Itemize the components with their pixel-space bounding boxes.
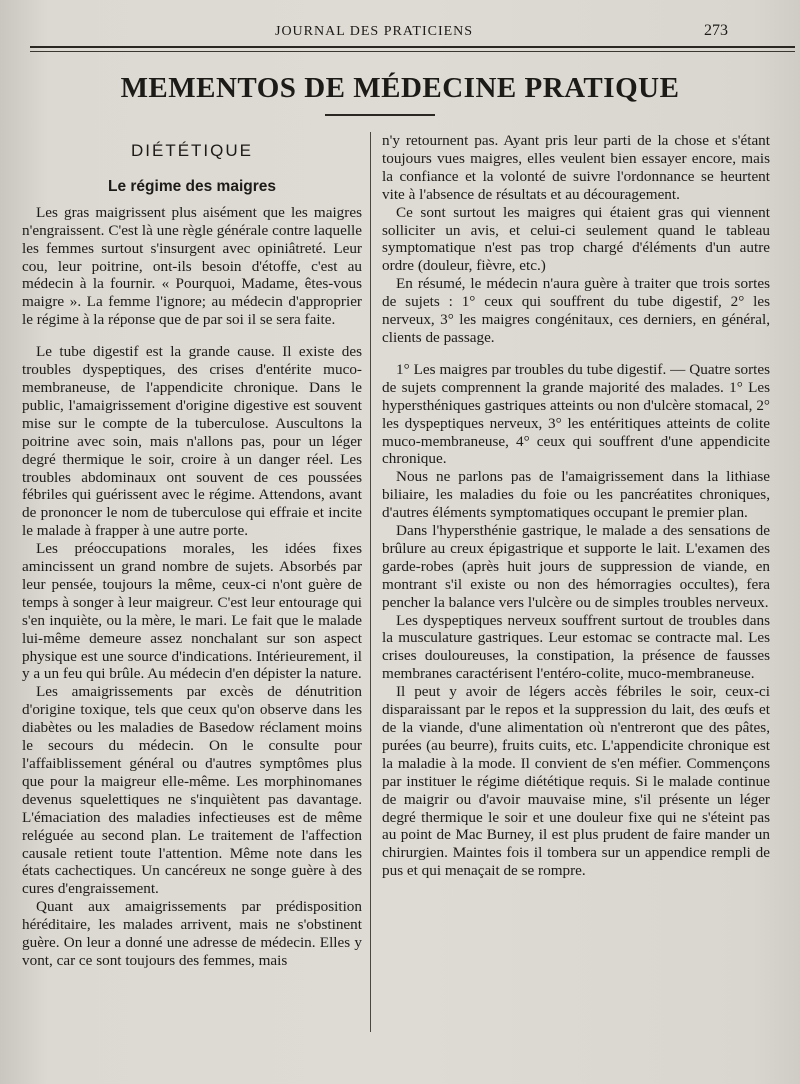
paragraph: 1° Les maigres par troubles du tube digestif. — Quatre sortes de sujets comprennent la grande majorité des malades. 1° Les hypersthéniques gastriques atteints ou non d'ulcère stomacal, 2° les dyspeptiques nerveux, 3° les entéritiques atteints de colite muco-membraneuse, 4° ceux qui souffrent d'une appendicite chronique. [382, 360, 770, 468]
header-rule-thin [30, 51, 795, 52]
paragraph: Dans l'hypersthénie gastrique, le malade a des sensations de brûlure au creux épigastrique et supporte le lait. L'examen des garde-robes (après huit jours de suppression de viande, en montrant s'il existe ou non des hémorragies occultes), fera pencher la balance vers l'ulcère ou de simples troubles nerveux. [382, 522, 770, 611]
right-column [382, 132, 770, 880]
paragraph: Ce sont surtout les maigres qui étaient gras qui viennent solliciter un avis, et celui-ci seulement quand le tableau symptomatique n'est pas trop chargé d'éléments d'un autre ordre (douleur, fièvre, etc.) [382, 203, 770, 275]
header-rule [30, 46, 795, 48]
paragraph: Les préoccupations morales, les idées fixes amincissent un grand nombre de sujets. Absorbés par leur pensée, toujours la même, ceux-ci n'ont guère de temps à songer à leur maigreur. C'est leur entourage qui s'en inquiète, ou la mère, le mari. Le fait que le malade lui-même demeure assez nonchalant sur son aspect physique est une source d'indications. Intérieurement, il y a un feu qui brûle. Au médecin d'en dépister la nature. [22, 540, 362, 683]
paragraph: Les gras maigrissent plus aisément que les maigres n'engraissent. C'est là une règle générale contre laquelle les femmes surtout s'insurgent avec opiniâtreté. Leur cou, leur poitrine, ont-ils besoin d'étoffe, c'est au médecin à la fournir. « Pourquoi, Madame, êtes-vous maigre ». La femme l'ignore; au médecin d'approprier le régime à la réponse que de par soi il se sera faite. [22, 203, 362, 329]
paragraph: En résumé, le médecin n'aura guère à traiter que trois sortes de sujets : 1° ceux qui souffrent du tube digestif, 2° les nerveux, 3° les maigres congénitaux, ces derniers, en général, clients de passage. [382, 275, 770, 346]
paragraph: n'y retournent pas. Ayant pris leur parti de la chose et s'étant toujours vues maigres, elles veulent bien essayer encore, mais la confiance et la volonté de suivre l'ordonnance se heurtent vite à l'absence de résultats et au découragement. [382, 132, 770, 203]
paragraph: Quant aux amaigrissements par prédisposition héréditaire, les malades arrivent, mais ne s'obstinent guère. On leur a donné une adresse de médecin. Elles y vont, car ce sont toujours des femmes, mais [22, 898, 362, 969]
paragraph: Nous ne parlons pas de l'amaigrissement dans la lithiase biliaire, les maladies du foie ou les pancréatites chroniques, d'autres éléments symptomatiques occupant le premier plan. [382, 468, 770, 522]
page-title: MEMENTOS DE MÉDECINE PRATIQUE [120, 72, 680, 104]
running-header [0, 20, 800, 46]
column-divider [370, 132, 371, 1032]
paragraph: Les amaigrissements par excès de dénutrition d'origine toxique, tels que ceux qu'on observe dans les diabètes ou les maladies de Basedow réclament moins le secours du médecin. On le consulte pour l'affaiblissement général ou d'autres symptômes plus que pour la maigreur elle-même. Les morphinomanes devenus squelettiques ne s'inquiètent pas davantage. L'émaciation des maladies infectieuses est de même reléguée au second plan. Le traitement de l'affection causale retient toute l'attention. Même note dans les états cachectiques. Un cancéreux ne songe guère à des cures d'engraissement. [22, 683, 362, 898]
left-column [22, 132, 362, 970]
paragraph: Il peut y avoir de légers accès fébriles le soir, ceux-ci disparaissant par le repos et la suppression du lait, des œufs et de la viande, d'une alimentation où n'entreront que des pâtes, purées (au beurre), fruits cuits, etc. L'appendicite chronique est la maladie à la mode. Il convient de s'en méfier. Commençons par instituer le régime diététique requis. Si le malade continue de maigrir ou d'avoir mauvaise mine, s'il présente un léger degré thermique le soir et une douleur fixe qui ne s'éteint pas au point de Mac Burney, il est plus prudent de faire mander un chirurgien. Maintes fois il tombera sur un appendice rempli de pus et qui menaçait de se rompre. [382, 683, 770, 880]
paragraph: Le tube digestif est la grande cause. Il existe des troubles dyspeptiques, des crises d'entérite muco-membraneuse, de l'appendicite chronique. Dans le public, l'amaigrissement d'origine digestive est souvent mise sur le compte de la tuberculose. Auscultons la poitrine avec soin, mais n'allons pas, pour un léger degré thermique le soir, croire à un danger réel. Les troubles abdominaux ont souvent de ces poussées fébriles qui guérissent avec le régime. Attendons, avant de prononcer le nom de tuberculose qui effraie et incite le malade à frapper à une autre porte. [22, 343, 362, 540]
section-heading: DIÉTÉTIQUE [130, 141, 253, 160]
subsection-heading: Le régime des maigres [108, 177, 276, 195]
page-number: 273 [704, 22, 728, 39]
paragraph: Les dyspeptiques nerveux souffrent surtout de troubles dans la musculature gastriques. Leur estomac se contracte mal. Les crises douloureuses, la constipation, la présence de fausses membranes caractérisent l'entéro-colite, muco-membraneuse. [382, 611, 770, 683]
title-underline [325, 114, 435, 116]
journal-name: JOURNAL DES PRATICIENS [275, 24, 474, 39]
